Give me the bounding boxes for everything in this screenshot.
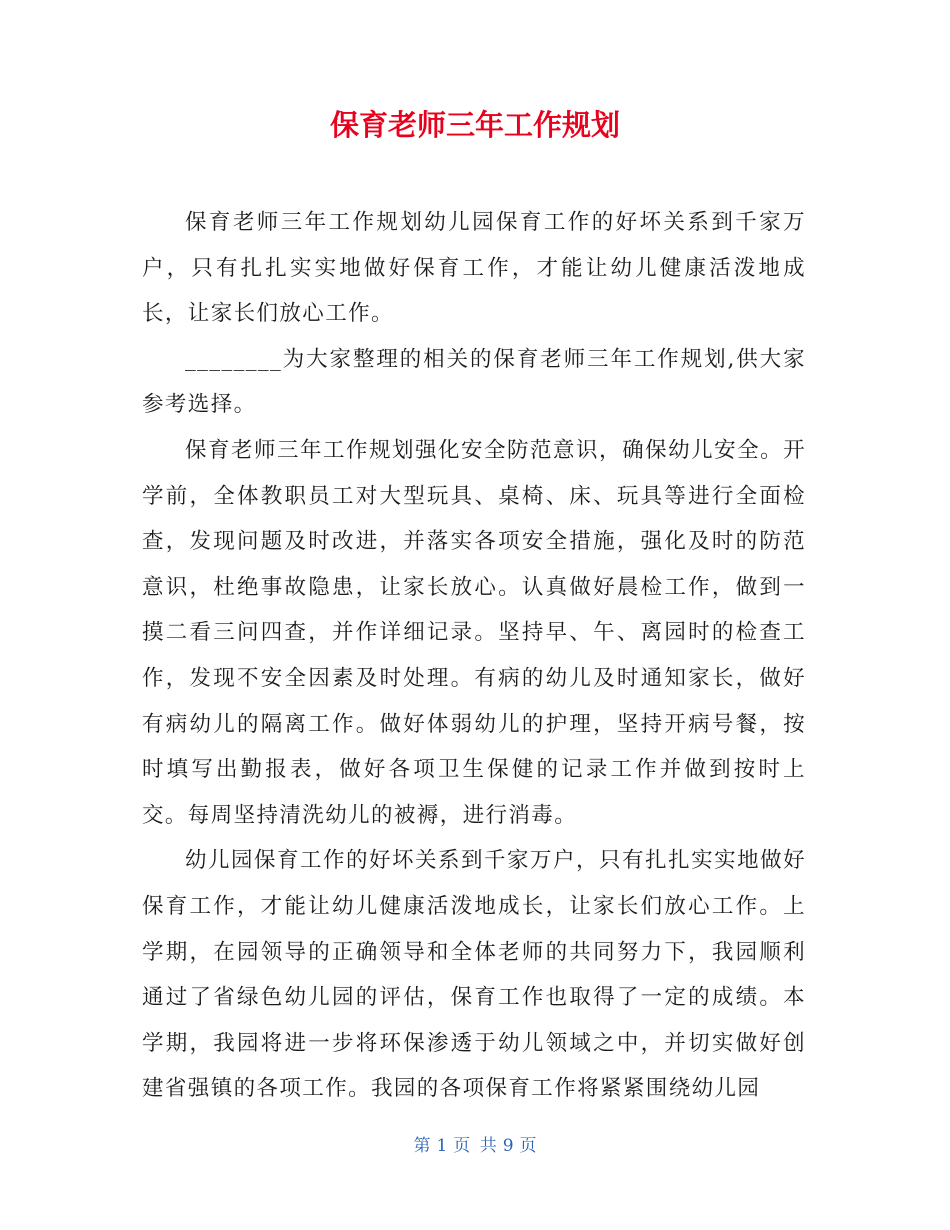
footer-prefix: 第 (413, 1136, 431, 1156)
page-number: 1 (436, 1136, 448, 1156)
total-pages: 9 (502, 1136, 514, 1156)
document-title: 保育老师三年工作规划 (329, 108, 620, 143)
paragraph-4: 幼儿园保育工作的好坏关系到千家万户，只有扎扎实实地做好保育工作，才能让幼儿健康活泼地成长，让家长们放心工作。上学期，在园领导的正确领导和全体老师的共同努力下，我园顺利通过了省绿色幼儿园的评估，保育工作也取得了一定的成绩。本学期，我园将进一步将环保渗透于幼儿领域之中，并切实做好创建省强镇的各项工作。我园的各项保育工作将紧紧围绕幼儿园 (142, 848, 806, 1102)
footer-mid: 页 共 (453, 1136, 497, 1156)
footer-suffix: 页 (519, 1136, 537, 1156)
paragraph-1: 保育老师三年工作规划幼儿园保育工作的好坏关系到千家万户，只有扎扎实实地做好保育工作，才能让幼儿健康活泼地成长，让家长们放心工作。 (142, 210, 806, 327)
document-body (142, 200, 806, 1112)
paragraph-2: ________为大家整理的相关的保育老师三年工作规划,供大家参考选择。 (142, 346, 806, 418)
paragraph-3: 保育老师三年工作规划强化安全防范意识，确保幼儿安全。开学前，全体教职员工对大型玩具、桌椅、床、玩具等进行全面检查，发现问题及时改进，并落实各项安全措施，强化及时的防范意识，杜绝事故隐患，让家长放心。认真做好晨检工作，做到一摸二看三问四查，并作详细记录。坚持早、午、离园时的检查工作，发现不安全因素及时处理。有病的幼儿及时通知家长，做好有病幼儿的隔离工作。做好体弱幼儿的护理，坚持开病号餐，按时填写出勤报表，做好各项卫生保健的记录工作并做到按时上交。每周坚持清洗幼儿的被褥，进行消毒。 (142, 437, 806, 828)
page-footer (0, 1132, 950, 1160)
